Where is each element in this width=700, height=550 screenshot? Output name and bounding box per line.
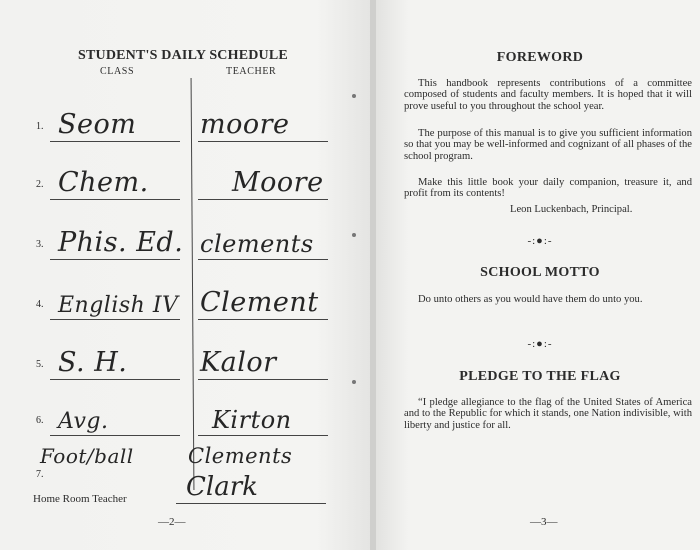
teacher-line (198, 259, 328, 260)
page-number-left: —2— (158, 516, 186, 528)
schedule-title: STUDENT'S DAILY SCHEDULE (78, 48, 288, 63)
teacher-entry: Kirton (212, 406, 292, 434)
class-line (50, 319, 180, 320)
motto-title: SCHOOL MOTTO (480, 265, 600, 280)
class-line (50, 199, 180, 200)
motto-text: Do unto others as you would have them do unto you. (418, 294, 643, 305)
foreword-paragraph-1: This handbook represents contributions of a committee composed of students and faculty members. It is hoped that it will prove useful to you throughout the school year. (404, 78, 692, 112)
schedule-row (0, 412, 372, 480)
class-entry: S. H. (58, 347, 128, 378)
schedule-row (0, 322, 372, 382)
class-line (50, 259, 180, 260)
teacher-line (198, 199, 328, 200)
binding-hole (352, 380, 356, 384)
foreword-paragraph-3: Make this little book your daily companion, treasure it, and profit from its contents! (404, 177, 692, 200)
row-number: 6. (36, 415, 44, 426)
class-entry: Foot/ball (40, 444, 134, 468)
teacher-entry: clements (200, 230, 314, 258)
row-number: 3. (36, 239, 44, 250)
class-entry: Avg. (58, 409, 109, 434)
foreword-paragraph-2: The purpose of this manual is to give you sufficient information so that you may be well-informed and cognizant of all phases of the school program. (404, 128, 692, 162)
teacher-entry: moore (200, 109, 290, 140)
homeroom-teacher: Clark (186, 472, 258, 502)
row-number: 5. (36, 359, 44, 370)
schedule-row (0, 262, 372, 322)
class-entry: English IV (58, 293, 179, 318)
class-entry: Phis. Ed. (58, 227, 184, 258)
homeroom-line (176, 503, 326, 504)
row-number: 1. (36, 121, 44, 132)
pledge-title: PLEDGE TO THE FLAG (459, 369, 621, 384)
page-number-right: —3— (530, 516, 558, 528)
principal-signature: Leon Luckenbach, Principal. (510, 204, 633, 215)
teacher-line (198, 319, 328, 320)
teacher-entry: Kalor (200, 347, 277, 378)
binding-hole (352, 233, 356, 237)
row-number: 2. (36, 179, 44, 190)
class-entry: Chem. (58, 167, 149, 198)
class-column-header: CLASS (100, 66, 135, 77)
teacher-entry: Clements (188, 444, 293, 468)
binding-hole (352, 94, 356, 98)
foreword-title: FOREWORD (496, 50, 584, 65)
class-entry: Seom (58, 109, 137, 140)
schedule-row (0, 142, 372, 202)
homeroom-label: Home Room Teacher (33, 493, 127, 505)
ornament-divider: -:●:- (527, 338, 553, 350)
ornament-divider: -:●:- (527, 235, 553, 247)
teacher-entry: Moore (232, 167, 324, 198)
schedule-row (0, 202, 372, 262)
row-number: 7. (36, 469, 44, 480)
teacher-entry: Clement (200, 287, 319, 318)
row-number: 4. (36, 299, 44, 310)
teacher-column-header: TEACHER (226, 66, 277, 77)
pledge-text: “I pledge allegiance to the flag of the United States of America and to the Republic for which it stands, one Nation indivisible, with liberty and justice for all. (404, 397, 692, 431)
schedule-row (0, 84, 372, 144)
